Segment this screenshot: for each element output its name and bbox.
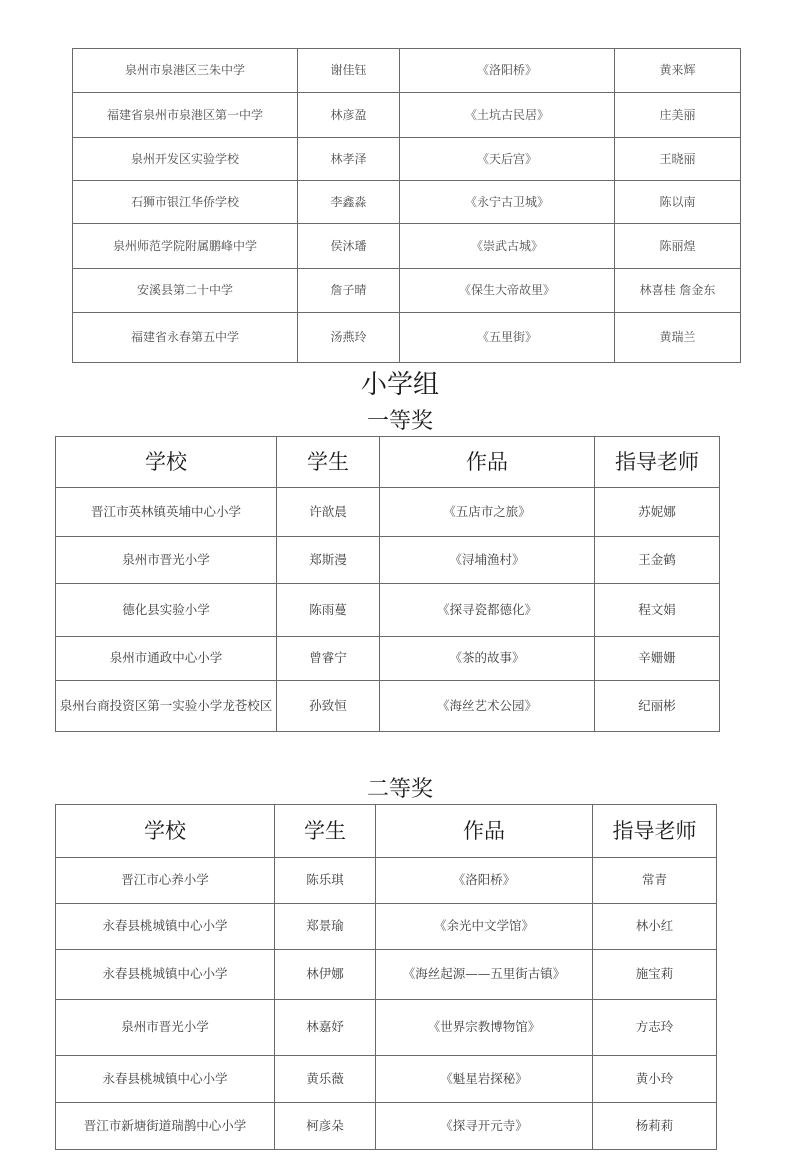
table-row (73, 138, 741, 181)
table-row (56, 1103, 717, 1150)
first-prize-title: 一等奖 (366, 409, 433, 434)
school-cell: 福建省泉州市泉港区第一中学 (73, 93, 298, 138)
teacher-cell: 方志玲 (593, 1000, 717, 1056)
student-cell: 侯沐璠 (298, 224, 400, 269)
student-cell: 林嘉妤 (275, 1000, 376, 1056)
school-cell: 德化县实验小学 (56, 584, 277, 637)
work-cell: 《洛阳桥》 (376, 858, 593, 904)
school-cell: 永春县桃城镇中心小学 (56, 904, 275, 950)
school-cell: 泉州开发区实验学校 (73, 138, 298, 181)
table-header-row (56, 437, 720, 488)
teacher-cell: 陈丽煌 (615, 224, 741, 269)
school-cell: 晋江市英林镇英埔中心小学 (56, 488, 277, 537)
work-cell: 《土坑古民居》 (400, 93, 615, 138)
school-cell: 永春县桃城镇中心小学 (56, 1056, 275, 1103)
work-cell: 《探寻瓷都德化》 (380, 584, 595, 637)
work-cell: 《海丝起源——五里街古镇》 (376, 950, 593, 1000)
header-school: 学校 (56, 805, 275, 858)
student-cell: 谢佳钰 (298, 49, 400, 93)
table-header-row (56, 805, 717, 858)
table-row (56, 1000, 717, 1056)
teacher-cell: 纪丽彬 (595, 681, 720, 732)
table-row (56, 488, 720, 537)
student-cell: 汤燕玲 (298, 313, 400, 363)
school-cell: 泉州市通政中心小学 (56, 637, 277, 681)
work-cell: 《浔埔渔村》 (380, 537, 595, 584)
secondary-awards-table-continued (72, 48, 741, 363)
header-teacher: 指导老师 (593, 805, 717, 858)
header-school: 学校 (56, 437, 277, 488)
school-cell: 泉州台商投资区第一实验小学龙苍校区 (56, 681, 277, 732)
teacher-cell: 施宝莉 (593, 950, 717, 1000)
teacher-cell: 林小红 (593, 904, 717, 950)
work-cell: 《永宁古卫城》 (400, 181, 615, 224)
work-cell: 《世界宗教博物馆》 (376, 1000, 593, 1056)
school-cell: 晋江市心养小学 (56, 858, 275, 904)
work-cell: 《魁星岩探秘》 (376, 1056, 593, 1103)
student-cell: 柯彦朵 (275, 1103, 376, 1150)
student-cell: 林孝泽 (298, 138, 400, 181)
teacher-cell: 王金鹤 (595, 537, 720, 584)
table-row (73, 181, 741, 224)
student-cell: 詹子晴 (298, 269, 400, 313)
work-cell: 《五里街》 (400, 313, 615, 363)
student-cell: 林伊娜 (275, 950, 376, 1000)
teacher-cell: 苏妮娜 (595, 488, 720, 537)
teacher-cell: 陈以南 (615, 181, 741, 224)
school-cell: 永春县桃城镇中心小学 (56, 950, 275, 1000)
teacher-cell: 黄小玲 (593, 1056, 717, 1103)
table-row (56, 1056, 717, 1103)
table-row (56, 537, 720, 584)
teacher-cell: 常青 (593, 858, 717, 904)
table-row (56, 904, 717, 950)
teacher-cell: 黄瑞兰 (615, 313, 741, 363)
work-cell: 《茶的故事》 (380, 637, 595, 681)
student-cell: 曾睿宁 (277, 637, 380, 681)
table-row (73, 224, 741, 269)
header-student: 学生 (275, 805, 376, 858)
teacher-cell: 王晓丽 (615, 138, 741, 181)
teacher-cell: 黄来辉 (615, 49, 741, 93)
work-cell: 《海丝艺术公园》 (380, 681, 595, 732)
teacher-cell: 庄美丽 (615, 93, 741, 138)
group-title: 小学组 (360, 370, 439, 400)
table-row (56, 858, 717, 904)
school-cell: 安溪县第二十中学 (73, 269, 298, 313)
teacher-cell: 程文娟 (595, 584, 720, 637)
student-cell: 李鑫淼 (298, 181, 400, 224)
student-cell: 郑景瑜 (275, 904, 376, 950)
first-prize-table (55, 436, 720, 732)
student-cell: 陈雨蔓 (277, 584, 380, 637)
header-teacher: 指导老师 (595, 437, 720, 488)
work-cell: 《崇武古城》 (400, 224, 615, 269)
student-cell: 孙致恒 (277, 681, 380, 732)
table-row (56, 637, 720, 681)
header-student: 学生 (277, 437, 380, 488)
school-cell: 泉州市晋光小学 (56, 1000, 275, 1056)
teacher-cell: 林喜桂 詹金东 (615, 269, 741, 313)
school-cell: 泉州师范学院附属鹏峰中学 (73, 224, 298, 269)
teacher-cell: 辛姗姗 (595, 637, 720, 681)
table-row (56, 681, 720, 732)
student-cell: 郑斯漫 (277, 537, 380, 584)
table-row (56, 950, 717, 1000)
work-cell: 《天后宫》 (400, 138, 615, 181)
school-cell: 福建省永春第五中学 (73, 313, 298, 363)
school-cell: 石狮市银江华侨学校 (73, 181, 298, 224)
table-row (73, 93, 741, 138)
school-cell: 泉州市晋光小学 (56, 537, 277, 584)
student-cell: 陈乐琪 (275, 858, 376, 904)
header-work: 作品 (376, 805, 593, 858)
second-prize-title: 二等奖 (366, 777, 433, 802)
table-row (73, 313, 741, 363)
teacher-cell: 杨莉莉 (593, 1103, 717, 1150)
header-work: 作品 (380, 437, 595, 488)
student-cell: 林彦盈 (298, 93, 400, 138)
second-prize-table (55, 804, 717, 1150)
student-cell: 许歆晨 (277, 488, 380, 537)
table-row (73, 49, 741, 93)
work-cell: 《保生大帝故里》 (400, 269, 615, 313)
table-row (56, 584, 720, 637)
work-cell: 《洛阳桥》 (400, 49, 615, 93)
student-cell: 黄乐薇 (275, 1056, 376, 1103)
work-cell: 《五店市之旅》 (380, 488, 595, 537)
school-cell: 晋江市新塘街道瑞鹊中心小学 (56, 1103, 275, 1150)
work-cell: 《探寻开元寺》 (376, 1103, 593, 1150)
table-row (73, 269, 741, 313)
school-cell: 泉州市泉港区三朱中学 (73, 49, 298, 93)
work-cell: 《余光中文学馆》 (376, 904, 593, 950)
